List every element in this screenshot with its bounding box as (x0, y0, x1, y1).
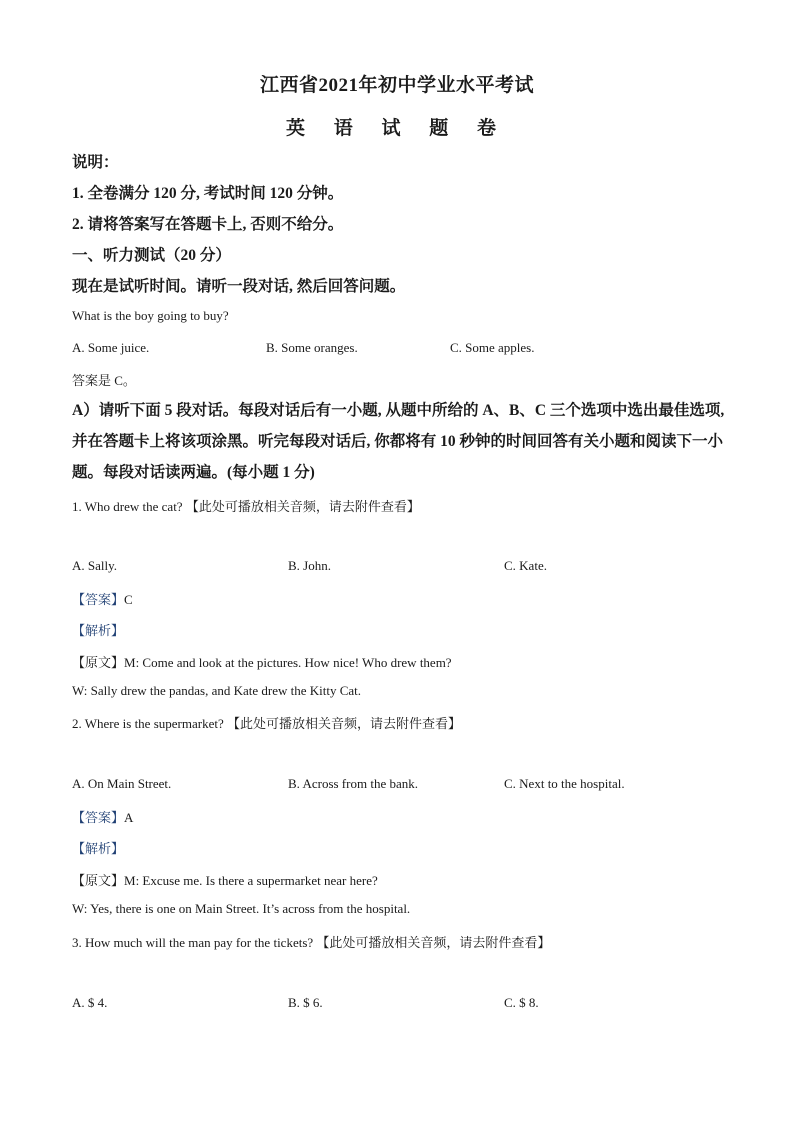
answer-label: 【答案】 (72, 592, 125, 607)
q1-option-b: B. John. (288, 558, 331, 573)
instruction-item-2: 2. 请将答案写在答题卡上, 否则不给分。 (72, 216, 344, 233)
trial-answer: 答案是 C。 (72, 373, 136, 388)
q2-option-a: A. On Main Street. (72, 776, 172, 791)
trial-option-c: C. Some apples. (450, 340, 535, 355)
q1-analysis-label: 【解析】 (72, 623, 125, 638)
q2-analysis-label: 【解析】 (72, 841, 125, 856)
q2-transcript-line-2: W: Yes, there is one on Main Street. It’s across from the hospital. (72, 901, 411, 916)
question-3: 3. How much will the man pay for the tickets? 【此处可播放相关音频，请去附件查看】 (72, 935, 551, 950)
section-heading-listening: 一、听力测试（20 分） (72, 247, 231, 264)
trial-intro: 现在是试听时间。请听一段对话, 然后回答问题。 (72, 278, 406, 295)
paper-subtitle: 英 语 试 题 卷 (285, 118, 508, 139)
q1-transcript-line-2: W: Sally drew the pandas, and Kate drew the Kitty Cat. (72, 683, 362, 698)
q3-option-b: B. $ 6. (288, 995, 323, 1010)
exam-title: 江西省2021年初中学业水平考试 (259, 75, 534, 96)
trial-question: What is the boy going to buy? (72, 308, 229, 323)
q1-option-a: A. Sally. (72, 558, 118, 573)
transcript-label: 【原文】 (72, 655, 125, 670)
instructions-label: 说明： (72, 154, 119, 171)
q2-option-b: B. Across from the bank. (288, 776, 418, 791)
q2-answer-line (72, 807, 133, 826)
q2-answer-value: A (124, 810, 134, 825)
q2-transcript-text-1: M: Excuse me. Is there a supermarket near here? (124, 873, 378, 888)
q2-option-c: C. Next to the hospital. (504, 776, 625, 791)
question-1: 1. Who drew the cat? 【此处可播放相关音频，请去附件查看】 (72, 499, 420, 514)
q3-option-a: A. $ 4. (72, 995, 108, 1010)
answer-label: 【答案】 (72, 810, 125, 825)
trial-option-a: A. Some juice. (72, 340, 150, 355)
q1-answer-line (72, 589, 133, 608)
question-2: 2. Where is the supermarket? 【此处可播放相关音频，请去附件查看】 (72, 716, 461, 731)
q1-transcript-line-1 (72, 652, 452, 671)
q3-option-c: C. $ 8. (504, 995, 539, 1010)
trial-option-b: B. Some oranges. (266, 340, 358, 355)
q1-answer-value: C (124, 592, 133, 607)
q2-transcript-line-1 (72, 870, 378, 889)
instruction-item-1: 1. 全卷满分 120 分, 考试时间 120 分钟。 (72, 185, 344, 202)
transcript-label: 【原文】 (72, 873, 125, 888)
part-a-instructions: A）请听下面 5 段对话。每段对话后有一小题, 从题中所给的 A、B、C 三个选项中选出最佳选项, 并在答题卡上将该项涂黑。听完每段对话后, 你都将有 10 秒钟的时间回答有关小题和阅读下一小题。每段对话读两遍。(每小题 1 分) (72, 402, 725, 481)
q1-transcript-text-1: M: Come and look at the pictures. How nice! Who drew them? (124, 655, 452, 670)
q1-option-c: C. Kate. (504, 558, 547, 573)
